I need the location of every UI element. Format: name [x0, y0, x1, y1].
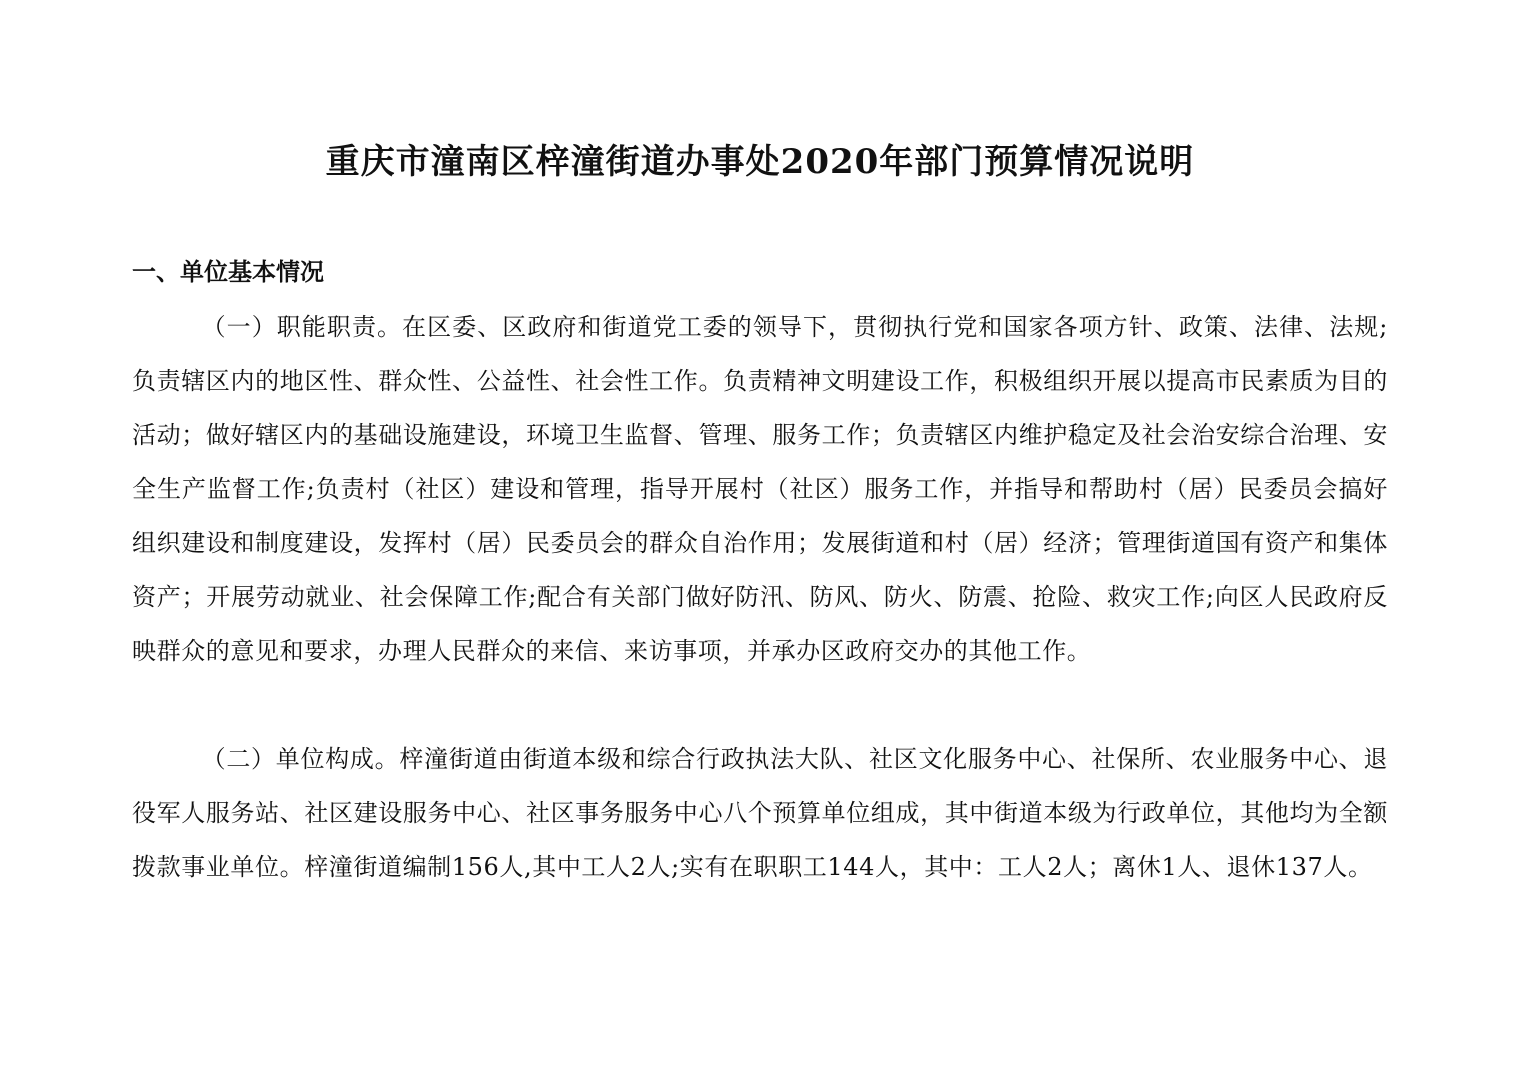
- paragraph-composition: （二）单位构成。梓潼街道由街道本级和综合行政执法大队、社区文化服务中心、社保所、农业服务中心、退役军人服务站、社区建设服务中心、社区事务服务中心八个预算单位组成，其中街道本级为行政单位，其他均为全额拨款事业单位。梓潼街道编制156人,其中工人2人;实有在职职工144人，其中：工人2人；离休1人、退休137人。: [132, 745, 1388, 881]
- document-title: 重庆市潼南区梓潼街道办事处2020年部门预算情况说明: [325, 142, 1195, 182]
- section-heading: 一、单位基本情况: [132, 258, 324, 286]
- paragraph-functions: （一）职能职责。在区委、区政府和街道党工委的领导下，贯彻执行党和国家各项方针、政策、法律、法规;负责辖区内的地区性、群众性、公益性、社会性工作。负责精神文明建设工作，积极组织开展以提高市民素质为目的活动；做好辖区内的基础设施建设，环境卫生监督、管理、服务工作；负责辖区内维护稳定及社会治安综合治理、安全生产监督工作;负责村（社区）建设和管理，指导开展村（社区）服务工作，并指导和帮助村（居）民委员会搞好组织建设和制度建设，发挥村（居）民委员会的群众自治作用；发展街道和村（居）经济；管理街道国有资产和集体资产；开展劳动就业、社会保障工作;配合有关部门做好防汛、防风、防火、防震、抢险、救灾工作;向区人民政府反映群众的意见和要求，办理人民群众的来信、来访事项，并承办区政府交办的其他工作。: [132, 313, 1388, 665]
